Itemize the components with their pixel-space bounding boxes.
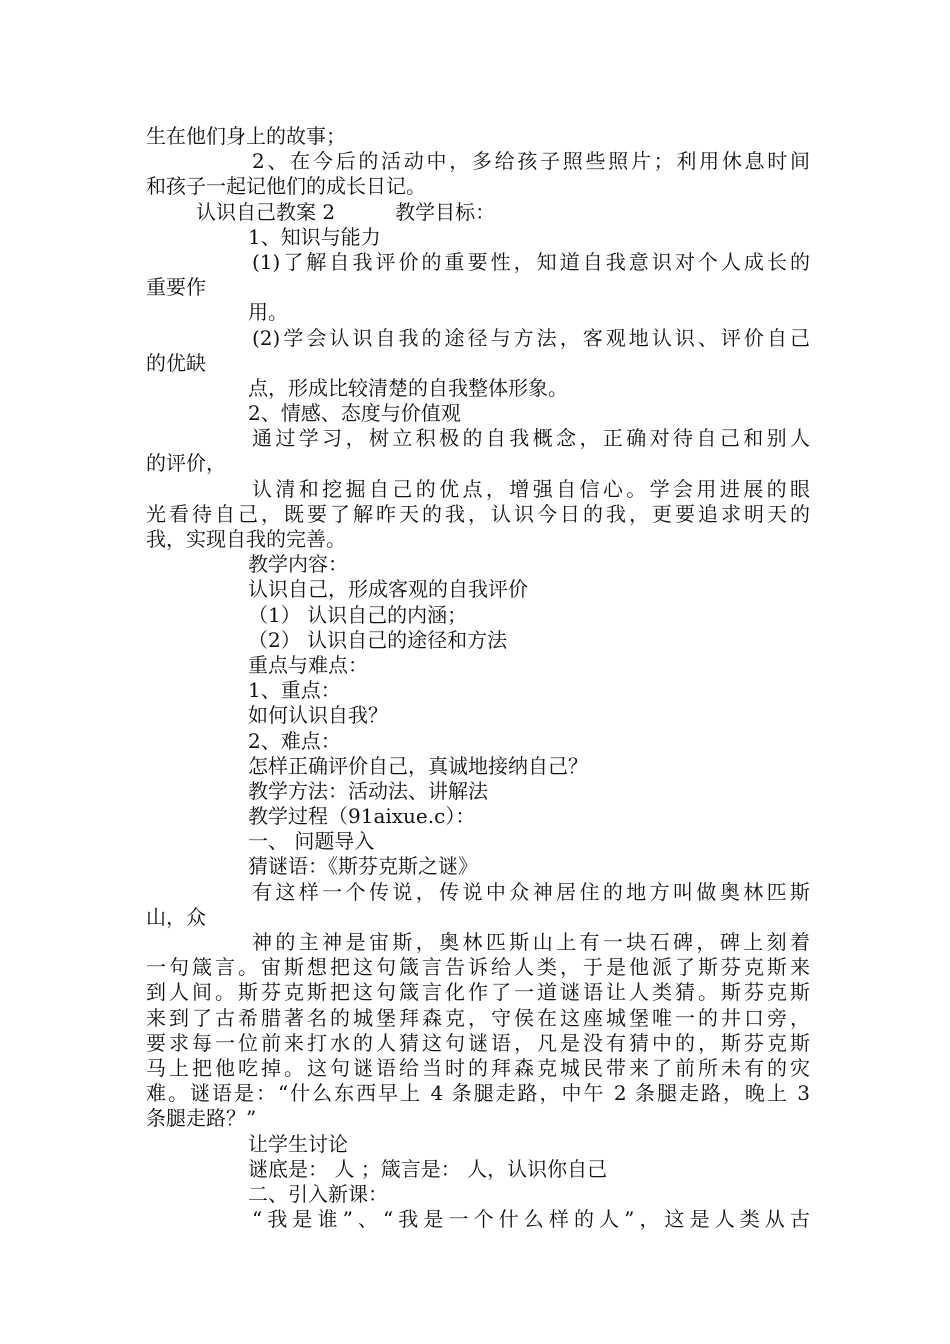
text-line: 生在他们身上的故事； [146,124,346,148]
text-line: 难。谜语是：“什么东西早上 4 条腿走路，中午 2 条腿走路，晚上 3 [146,1081,810,1106]
text-line: 谜底是： 人 ；箴言是： 人，认识你自己 [248,1156,608,1181]
text-line: “我是谁”、“我是一个什么样的人”，这是人类从古 [252,1207,810,1232]
section-heading: 教学方法：活动法、讲解法 [248,778,488,803]
text-line: 我，实现自我的完善。 [146,527,346,551]
section-heading: 重点与难点： [248,652,368,677]
text-line: 一句箴言。宙斯想把这句箴言告诉给人类，于是他派了斯芬克斯来 [146,955,810,980]
text-line: 光看待自己，既要了解昨天的我，认识今日的我，更要追求明天的 [146,501,810,526]
section-heading: 二、引入新课： [248,1181,388,1206]
text-line: 猜谜语：《斯芬克斯之谜》 [248,854,478,879]
text-line: 1、重点： [248,678,341,703]
text-line: 重要作 [146,275,206,300]
section-heading: 教学过程（91aixue.c）： [248,804,476,829]
text-line: 神的主神是宙斯，奥林匹斯山上有一块石碑，碑上刻着 [252,930,810,954]
text-line: 到人间。斯芬克斯把这句箴言化作了一道谜语让人类猜。斯芬克斯 [146,980,810,1005]
section-heading: 教学内容： [248,552,348,577]
text-line: 让学生讨论 [248,1131,348,1156]
section-heading: 1、知识与能力 [248,224,381,249]
text-line: 怎样正确评价自己，真诚地接纳自己？ [248,753,588,778]
text-line: 和孩子一起记他们的成长日记。 [146,174,426,199]
text-line: 的评价， [146,451,226,476]
text-line: (2)学会认识自我的途径与方法，客观地认识、评价自己 [252,325,810,350]
section-heading: 一、 问题导入 [248,829,375,854]
text-line: 用。 [248,300,288,325]
text-line: 2、难点： [248,728,341,753]
section-heading: 2、情感、态度与价值观 [248,401,461,426]
text-line: 来到了古希腊著名的城堡拜森克，守侯在这座城堡唯一的井口旁， [146,1005,810,1030]
text-line: (1)了解自我评价的重要性，知道自我意识对个人成长的 [252,249,810,274]
list-item: （2） 认识自己的途径和方法 [248,627,508,652]
list-item: （1） 认识自己的内涵； [248,602,468,627]
text-line: 2、在今后的活动中，多给孩子照些照片；利用休息时间 [252,149,810,174]
text-line: 通过学习，树立积极的自我概念，正确对待自己和别人 [252,426,810,451]
text-line: 有这样一个传说，传说中众神居住的地方叫做奥林匹斯 [252,879,810,904]
heading-line: 认识自己教案 2 教学目标： [196,199,496,224]
document-body [146,124,810,1232]
text-line: 认识自己，形成客观的自我评价 [248,577,528,602]
text-line: 认清和挖掘自己的优点，增强自信心。学会用进展的眼 [252,476,810,501]
text-line: 条腿走路？” [146,1106,257,1131]
text-line: 要求每一位前来打水的人猜这句谜语，凡是没有猜中的，斯芬克斯 [146,1030,810,1055]
text-line: 马上把他吃掉。这句谜语给当时的拜森克城民带来了前所未有的灾 [146,1055,810,1080]
text-line: 如何认识自我？ [248,703,388,728]
text-line: 的优缺 [146,350,206,375]
text-line: 点，形成比较清楚的自我整体形象。 [248,375,568,400]
text-line: 山，众 [146,904,206,929]
